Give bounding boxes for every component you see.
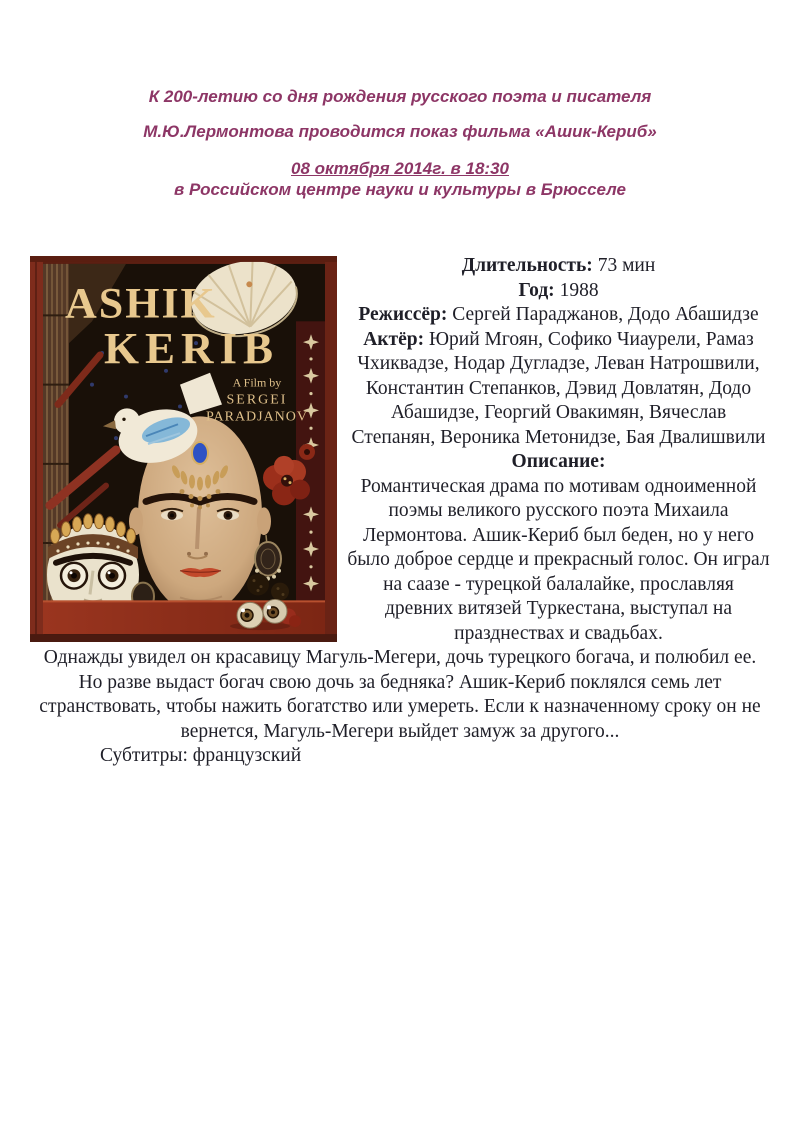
poster-title-line2: KERIB — [104, 323, 279, 373]
year-value: 1988 — [559, 279, 599, 301]
event-header — [0, 0, 800, 200]
header-line-1: К 200-летию со дня рождения русского поэта и писателя — [148, 87, 652, 106]
event-venue: в Российском центре науки и культуры в Брюсселе — [173, 180, 626, 199]
movie-poster — [30, 256, 337, 642]
event-datetime-venue — [0, 158, 800, 200]
description-paragraph-2: Однажды увидел он красавицу Магуль-Мегери, дочь турецкого богача, и полюбил ее. Но разве выдаст богач свою дочь за бедняка? Ашик-Кериб поклялся семь лет странствовать, чтобы нажить богатство или умереть. Если к назначенному сроку он не вернется, Магуль-Мегери выйдет замуж за другого... — [39, 647, 761, 742]
header-line-2: М.Ю.Лермонтова проводится показ фильма «Ашик-Кериб» — [143, 122, 657, 141]
film-info-section — [30, 200, 770, 769]
poster-credit-name1: SERGEI — [226, 392, 288, 408]
subtitles-label: Субтитры: — [100, 745, 188, 766]
description-heading-label: Описание: — [511, 451, 606, 472]
event-date: 08 октября 2014г. в 18:30 — [291, 159, 509, 178]
subtitles-value: французский — [192, 745, 302, 766]
duration-value: 73 мин — [597, 255, 656, 276]
year-label: Год: — [518, 279, 555, 301]
actors-label: Актёр: — [363, 328, 425, 350]
description-paragraph-1: Романтическая драма по мотивам одноименной поэмы великого русского поэта Михаила Лермонтова. Ашик-Кериб был беден, но у него было доброе сердце и прекрасный голос. Он играл на саазе - турецкой балалайке, прославляя древних витязей Туркестана, выступал на празднествах и свадьбах. — [347, 475, 770, 644]
subtitles-line — [30, 744, 770, 769]
actors-value: Юрий Мгоян, Софико Чиаурели, Рамаз Чхиквадзе, Нодар Дугладзе, Леван Натрошвили, Константин Степанков, Дэвид Довлатян, Додо Абашидзе, Георгий Овакимян, Вячеслав Степанян, Вероника Метонидзе, Бая Двалишвили — [351, 328, 766, 448]
poster-credit-prefix: A Film by — [232, 375, 282, 390]
poster-credit-name2: PARADJANOV — [206, 409, 308, 425]
duration-label: Длительность: — [461, 255, 593, 276]
poster-title-line1: ASHIK — [65, 279, 217, 328]
poster-artwork — [30, 256, 337, 642]
director-label: Режиссёр: — [358, 304, 448, 325]
director-value: Сергей Параджанов, Додо Абашидзе — [452, 304, 759, 325]
